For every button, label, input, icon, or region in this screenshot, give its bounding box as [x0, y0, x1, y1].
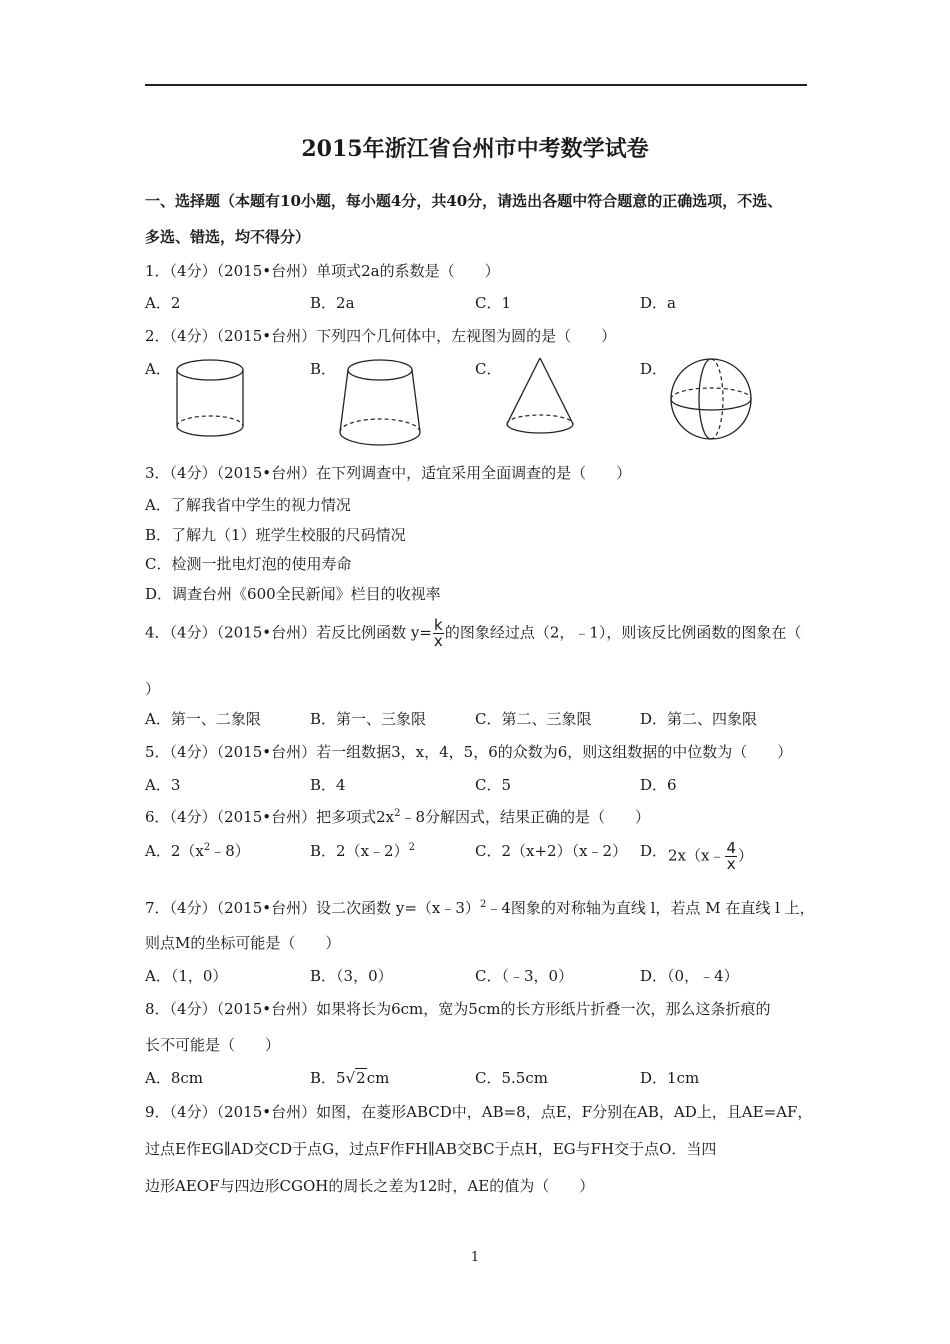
q6-option-d-numerator: 4 [726, 839, 737, 857]
cone-figure [502, 354, 578, 438]
q7-stem [145, 897, 815, 918]
q5-option-b: B．4 [310, 776, 346, 794]
q6-option-a-start: A．2（x [145, 842, 204, 860]
q4-option-d: D．第二、四象限 [640, 710, 758, 728]
q2-label-a: A． [145, 360, 171, 378]
q7-stem-end: ﹣4图象的对称轴为直线 l，若点 M 在直线 l 上， [486, 899, 815, 917]
q6-option-b [310, 840, 415, 861]
q4-fraction [433, 618, 444, 649]
q9-stem-line3: 边形AEOF与四边形CGOH的周长之差为12时，AE的值为（ ） [145, 1177, 595, 1195]
q6-option-d-denominator: x [726, 855, 736, 873]
q8-option-d: D．1cm [640, 1069, 700, 1087]
q5-option-a: A．3 [145, 776, 181, 794]
q6-option-d-fraction [725, 841, 737, 872]
q4-stem-start: 4．（4分）（2015•台州）若反比例函数 y= [145, 623, 432, 642]
q9-stem-line2: 过点E作EG∥AD交CD于点G，过点F作FH∥AB交BC于点H，EG与FH交于点O．当四 [145, 1140, 717, 1158]
q7-stem-continuation: 则点M的坐标可能是（ ） [145, 934, 341, 952]
q2-label-d: D． [640, 360, 668, 378]
section-heading-line1: 一、选择题（本题有10小题，每小题4分，共40分，请选出各题中符合题意的正确选项，不选、 [145, 192, 783, 210]
q1-option-d: D．a [640, 294, 676, 312]
q3-option-b: B．了解九（1）班学生校服的尺码情况 [145, 526, 406, 544]
q3-stem: 3．（4分）（2015•台州）在下列调查中，适宜采用全面调查的是（ ） [145, 464, 632, 482]
q4-fraction-numerator: k [434, 616, 443, 634]
q6-stem-start: 6．（4分）（2015•台州）把多项式2x [145, 808, 395, 826]
q8-option-b-radicand: 2 [356, 1069, 366, 1087]
q3-option-d: D．调查台州《600全民新闻》栏目的收视率 [145, 585, 441, 603]
q1-option-b: B．2a [310, 294, 355, 312]
q1-option-c: C．1 [475, 294, 512, 312]
q7-stem-exponent: 2 [479, 899, 487, 910]
q4-option-b: B．第一、三象限 [310, 710, 427, 728]
q6-option-d [668, 841, 753, 872]
q4-option-a: A．第一、二象限 [145, 710, 261, 728]
q8-option-b-unit: cm [366, 1069, 390, 1087]
q8-option-b [310, 1067, 389, 1088]
q9-stem-line1: 9．（4分）（2015•台州）如图，在菱形ABCD中，AB=8，点E，F分别在AB，AD上，且AE=AF， [145, 1103, 813, 1121]
q4-stem-continuation: ） [145, 680, 161, 698]
q1-option-a: A．2 [145, 294, 181, 312]
q6-option-d-end: ） [738, 846, 754, 865]
q4-stem [145, 618, 801, 649]
q4-stem-end: 的图象经过点（2，﹣1），则该反比例函数的图象在（ [444, 623, 802, 642]
q4-fraction-denominator: x [433, 632, 443, 650]
page-number: 1 [470, 1250, 480, 1265]
q7-option-a: A．（1，0） [145, 967, 228, 985]
q4-option-c: C．第二、三象限 [475, 710, 592, 728]
q6-stem [145, 806, 650, 827]
frustum-figure [335, 356, 425, 448]
q6-option-c: C．2（x+2）（x﹣2） [475, 842, 628, 860]
cylinder-figure [170, 358, 250, 442]
q8-option-a: A．8cm [145, 1069, 204, 1087]
q8-option-b-sqrt [346, 1069, 367, 1087]
radical-sign-icon: √ [345, 1069, 356, 1087]
q6-option-d-label: D． [640, 842, 668, 860]
q2-stem: 2．（4分）（2015•台州）下列四个几何体中，左视图为圆的是（ ） [145, 327, 617, 345]
q8-option-b-start: B．5 [310, 1069, 346, 1087]
q6-option-d-start: 2x（x﹣ [668, 846, 725, 865]
q3-option-c: C．检测一批电灯泡的使用寿命 [145, 555, 352, 573]
q6-option-a [145, 840, 250, 861]
q8-option-c: C．5.5cm [475, 1069, 548, 1087]
q1-stem: 1．（4分）（2015•台州）单项式2a的系数是（ ） [145, 262, 500, 280]
q3-option-a: A．了解我省中学生的视力情况 [145, 496, 351, 514]
header-rule [145, 84, 807, 86]
q6-stem-exponent: 2 [394, 808, 401, 819]
q7-option-b: B．（3，0） [310, 967, 393, 985]
q5-stem: 5．（4分）（2015•台州）若一组数据3，x，4，5，6的众数为6，则这组数据的中位数为（ ） [145, 743, 793, 761]
sphere-figure [668, 356, 754, 442]
q7-option-d: D．（0，﹣4） [640, 967, 739, 985]
q6-option-b-exponent: 2 [408, 842, 415, 853]
q7-stem-start: 7．（4分）（2015•台州）设二次函数 y=（x﹣3） [145, 899, 480, 917]
q7-option-c: C．（﹣3，0） [475, 967, 574, 985]
q2-label-c: C． [475, 360, 502, 378]
q8-stem: 8．（4分）（2015•台州）如果将长为6cm，宽为5cm的长方形纸片折叠一次，那么这条折痕的 [145, 1000, 771, 1018]
q5-option-c: C．5 [475, 776, 512, 794]
exam-title: 2015年浙江省台州市中考数学试卷 [301, 136, 649, 162]
q2-label-b: B． [310, 360, 337, 378]
q6-option-a-exponent: 2 [203, 842, 211, 853]
q6-option-b-text: B．2（x﹣2） [310, 842, 409, 860]
section-heading-line2: 多选、错选，均不得分） [145, 228, 311, 246]
q6-option-a-end: ﹣8） [210, 842, 250, 860]
q6-stem-end: ﹣8分解因式，结果正确的是（ ） [400, 808, 651, 826]
q8-stem-continuation: 长不可能是（ ） [145, 1036, 281, 1054]
q5-option-d: D．6 [640, 776, 677, 794]
